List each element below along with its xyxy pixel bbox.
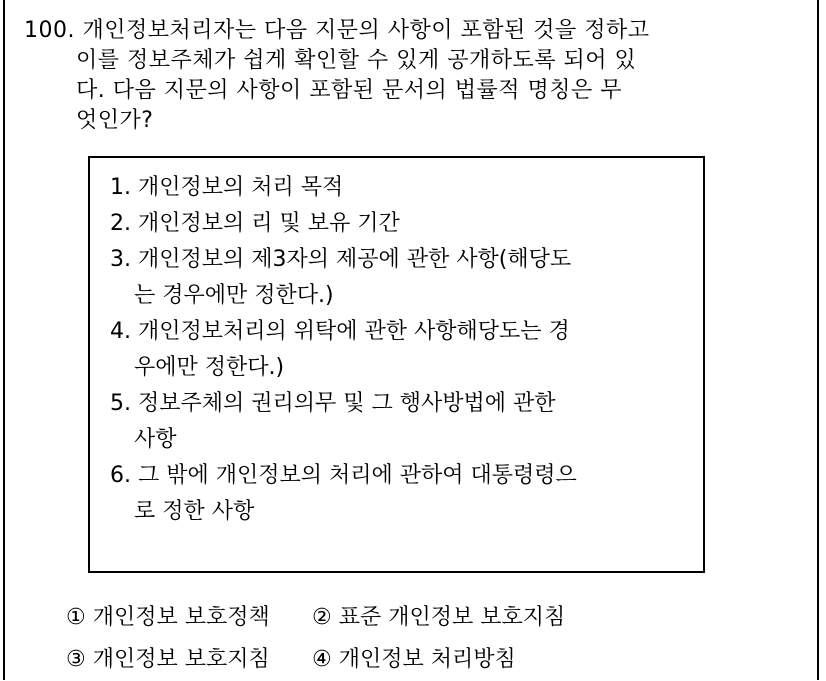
condition-item-6-cont: 로 정한 사항 [134,499,255,524]
answer-choices [66,597,806,681]
condition-item-4: 4. 개인정보처리의 위탁에 관한 사항해당도는 경 [110,319,570,344]
conditions-box [88,156,705,573]
question-line-3: 다. 다음 지문의 사항이 포함된 문서의 법률적 명칭은 무 [76,78,622,103]
choice-3[interactable]: ③ 개인정보 보호지침 [66,647,270,672]
condition-item-4-cont: 우에만 정한다.) [134,355,285,380]
question-line-4: 엇인가? [76,108,154,133]
choice-row-2 [66,639,806,681]
question-text [24,16,804,136]
condition-item-6: 6. 그 밖에 개인정보의 처리에 관하여 대통령령으 [110,463,577,488]
question-line-1: 100. 개인정보처리자는 다음 지문의 사항이 포함된 것을 정하고 [24,18,650,43]
choice-4[interactable]: ④ 개인정보 처리방침 [312,647,516,672]
condition-item-3: 3. 개인정보의 제3자의 제공에 관한 사항(해당도 [110,247,572,272]
condition-item-1: 1. 개인정보의 처리 목적 [110,175,344,200]
question-line-2: 이를 정보주체가 쉽게 확인할 수 있게 공개하도록 되어 있 [76,48,637,73]
choice-row-1 [66,597,806,639]
question-number: 100. [24,18,75,43]
choice-2[interactable]: ② 표준 개인정보 보호지침 [312,605,566,630]
conditions-list [110,170,690,530]
condition-item-5-cont: 사항 [134,427,177,452]
condition-item-5: 5. 정보주체의 권리의무 및 그 행사방법에 관한 [110,391,556,416]
condition-item-3-cont: 는 경우에만 정한다.) [134,283,334,308]
choice-1[interactable]: ① 개인정보 보호정책 [66,605,270,630]
condition-item-2: 2. 개인정보의 리 및 보유 기간 [110,211,400,236]
